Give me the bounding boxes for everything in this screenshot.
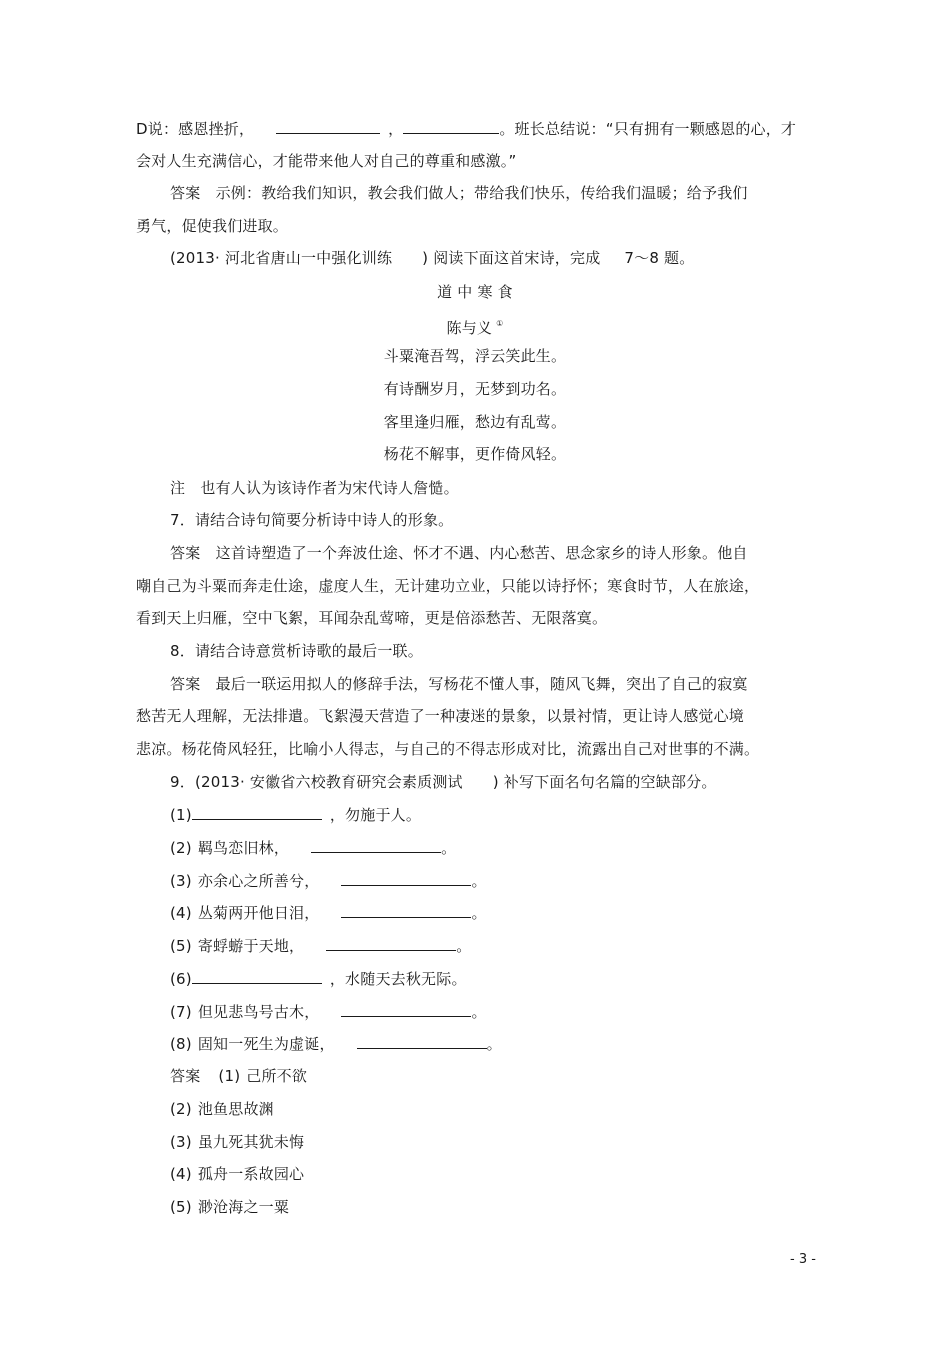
answer-label: (1) <box>218 1067 241 1085</box>
q9-item-1 <box>170 805 421 825</box>
item-before: 丛菊两开他日泪， <box>197 904 320 922</box>
answer-prefix: 答案 <box>170 1067 201 1085</box>
footnote-marker: ① <box>496 319 504 328</box>
intro-answer-line-1: 答案 示例：教给我们知识，教会我们做人；带给我们快乐，传给我们温暖；给予我们 <box>170 184 748 202</box>
fill-blank <box>403 119 499 134</box>
intro-line-1 <box>136 119 796 139</box>
item-after: 。 <box>486 1035 502 1053</box>
fill-blank <box>341 903 471 918</box>
item-before: 但见悲鸟号古木， <box>197 1003 320 1021</box>
q7-answer-line-1: 答案 这首诗塑造了一个奔波仕途、怀才不遇、内心愁苦、思念家乡的诗人形象。他自 <box>170 544 748 562</box>
fill-blank <box>276 119 380 134</box>
fill-blank <box>192 805 322 820</box>
fill-blank <box>341 871 471 886</box>
answer-label: (5) <box>170 1198 192 1216</box>
q9-number: 9． <box>170 773 195 791</box>
answer-text: 己所不欲 <box>246 1067 308 1085</box>
answer-text: 孤舟一系故园心 <box>197 1165 305 1183</box>
answer-label: (4) <box>170 1165 192 1183</box>
fill-blank <box>326 936 456 951</box>
poem-line-1: 斗粟淹吾驾，浮云笑此生。 <box>383 347 567 365</box>
q7-answer-line-3: 看到天上归雁，空中飞絮，耳闻杂乱莺啼，更是倍添愁苦、无限落寞。 <box>136 609 608 627</box>
item-label: (8) <box>170 1035 192 1053</box>
poem-title: 道 中 寒 食 <box>437 283 513 301</box>
answer-label: (3) <box>170 1133 192 1151</box>
q9-source: (2013· 安徽省六校教育研究会素质测试 <box>194 773 463 791</box>
q7-question: 7．请结合诗句简要分析诗中诗人的形象。 <box>170 511 454 529</box>
item-before: 固知一死生为虚诞， <box>197 1035 335 1053</box>
item-label: (5) <box>170 937 192 955</box>
fill-blank <box>357 1034 487 1049</box>
q9-item-4 <box>170 903 487 923</box>
answer-label: (2) <box>170 1100 192 1118</box>
reading-range: 7～8 题。 <box>624 249 695 267</box>
q8-question: 8．请结合诗意赏析诗歌的最后一联。 <box>170 642 423 660</box>
q9-item-2 <box>170 838 456 858</box>
poem-author: 陈与义 <box>446 319 493 337</box>
item-before: 羁鸟恋旧林， <box>197 839 290 857</box>
q9-answer-1 <box>170 1066 307 1086</box>
fill-blank <box>311 838 441 853</box>
q8-answer-line-3: 悲凉。杨花倚风轻狂，比喻小人得志，与自己的不得志形成对比，流露出自己对世事的不满。 <box>136 740 760 758</box>
item-label: (3) <box>170 872 192 890</box>
intro-d-prefix: D说：感恩挫折， <box>136 120 255 138</box>
answer-text: 渺沧海之一粟 <box>197 1198 290 1216</box>
q9-question <box>170 772 717 792</box>
q9-item-7 <box>170 1002 487 1022</box>
q8-answer-line-2: 愁苦无人理解，无法排遣。飞絮漫天营造了一种凄迷的景象，以景衬情，更让诗人感觉心境 <box>136 707 745 725</box>
item-label: (6) <box>170 970 192 988</box>
item-label: (4) <box>170 904 192 922</box>
reading-source: (2013· 河北省唐山一中强化训练 <box>170 249 393 267</box>
answer-text: 池鱼思故渊 <box>197 1100 274 1118</box>
q7-answer-line-2: 嘲自己为斗粟而奔走仕途，虚度人生，无计建功立业，只能以诗抒怀；寒食时节，人在旅途， <box>136 577 760 595</box>
q9-item-8 <box>170 1034 502 1054</box>
answer-text: 虽九死其犹未悔 <box>197 1133 305 1151</box>
q8-answer-line-1: 答案 最后一联运用拟人的修辞手法，写杨花不懂人事，随风飞舞，突出了自己的寂寞 <box>170 675 748 693</box>
item-before: 亦余心之所善兮， <box>197 872 320 890</box>
poem-line-2: 有诗酬岁月，无梦到功名。 <box>383 380 567 398</box>
item-before: 寄蜉蝣于天地， <box>197 937 305 955</box>
page-number: - 3 - <box>790 1252 816 1267</box>
item-label: (2) <box>170 839 192 857</box>
reading-instruction <box>170 248 694 268</box>
poem-author-line <box>0 314 950 338</box>
intro-answer-line-2: 勇气，促使我们进取。 <box>136 217 289 235</box>
poem-line-4: 杨花不解事，更作倚风轻。 <box>383 445 567 463</box>
intro-d-suffix: 。班长总结说：“只有拥有一颗感恩的心，才 <box>499 120 797 138</box>
q9-answer-5 <box>170 1197 289 1217</box>
intro-comma: ， <box>388 120 404 138</box>
item-after: 。 <box>441 839 457 857</box>
item-after: 。 <box>471 1003 487 1021</box>
item-after: ，勿施于人。 <box>329 806 422 824</box>
item-label: (7) <box>170 1003 192 1021</box>
reading-instruction-text: ) 阅读下面这首宋诗，完成 <box>422 249 601 267</box>
poem-note: 注 也有人认为该诗作者为宋代诗人詹慥。 <box>170 479 459 497</box>
q9-answer-3 <box>170 1132 304 1152</box>
q9-item-6 <box>170 969 467 989</box>
fill-blank <box>192 969 322 984</box>
item-label: (1) <box>170 806 192 824</box>
item-after: 。 <box>471 872 487 890</box>
q9-instruction: ) 补写下面名句名篇的空缺部分。 <box>492 773 717 791</box>
poem-line-3: 客里逢归雁，愁边有乱莺。 <box>383 413 567 431</box>
q9-answer-4 <box>170 1164 304 1184</box>
item-after: 。 <box>471 904 487 922</box>
q9-item-5 <box>170 936 471 956</box>
fill-blank <box>341 1002 471 1017</box>
item-after: 。 <box>456 937 472 955</box>
q9-item-3 <box>170 871 487 891</box>
intro-line-2: 会对人生充满信心，才能带来他人对自己的尊重和感激。” <box>136 152 517 170</box>
q9-answer-2 <box>170 1099 274 1119</box>
item-after: ，水随天去秋无际。 <box>329 970 467 988</box>
